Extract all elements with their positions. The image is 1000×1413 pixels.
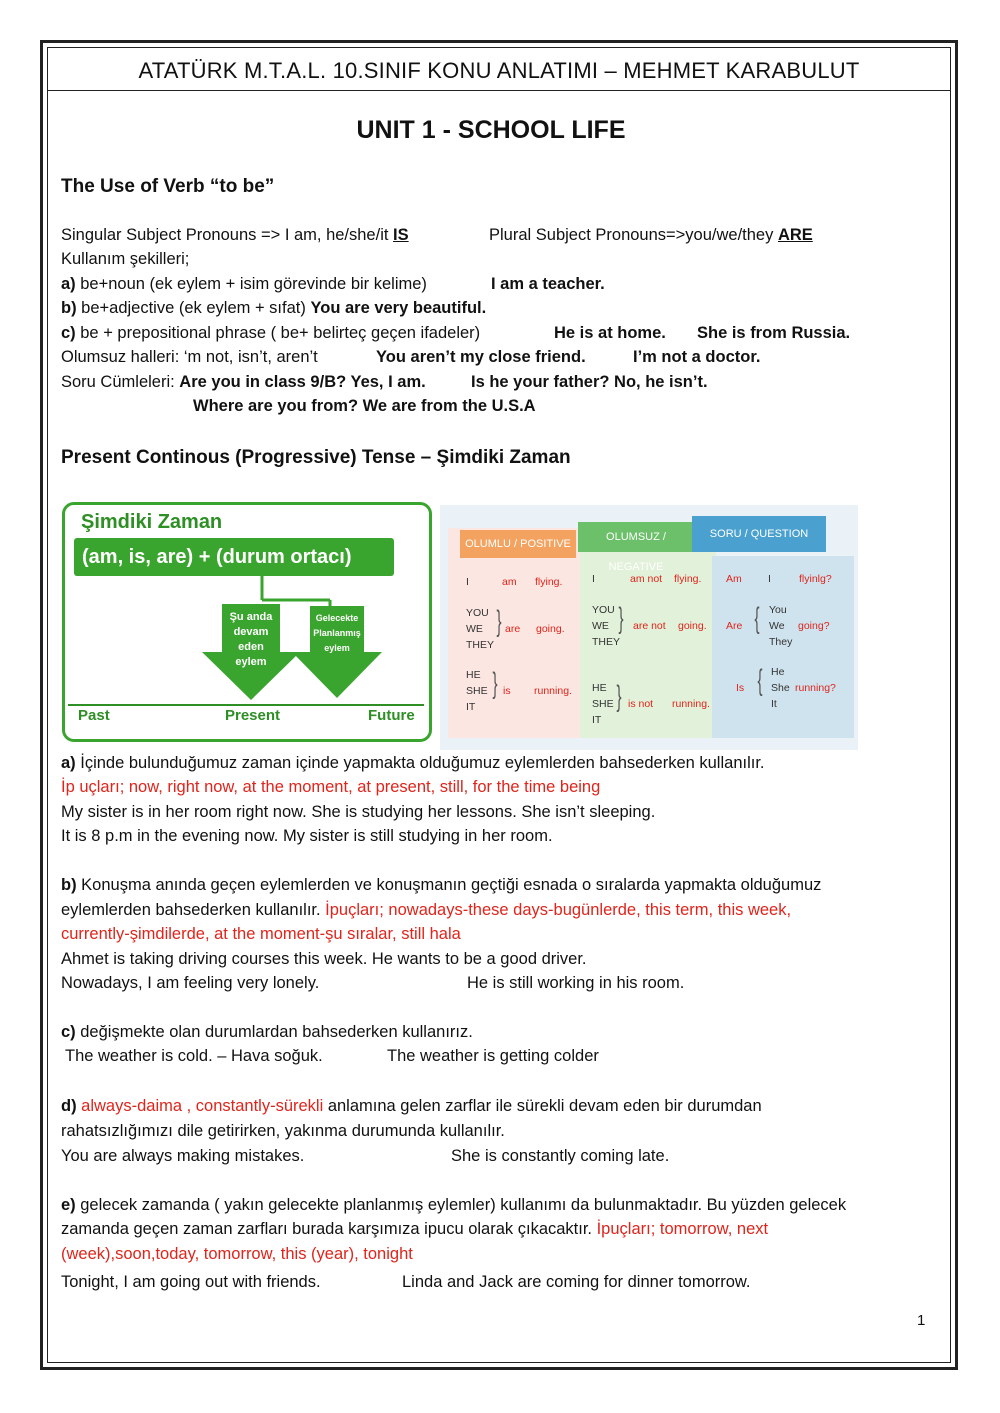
pos-r2-ing: going.: [536, 623, 565, 635]
brace-icon: }: [616, 680, 622, 713]
q-r2-they: They: [769, 636, 793, 648]
question-label: Soru Cümleleri:: [61, 373, 180, 391]
neg-r3-he: HE: [592, 682, 607, 694]
use-e-line1: [61, 1194, 846, 1216]
use-a-example1: My sister is in her room right now. She is studying her lessons. She isn’t sleeping.: [61, 803, 656, 821]
q-r3-it: It: [771, 698, 777, 710]
use-e-label: e): [61, 1196, 76, 1214]
use-e-example-a: Tonight, I am going out with friends.: [61, 1273, 321, 1291]
question-header: SORU / QUESTION: [692, 516, 826, 552]
usage-intro: Kullanım şekilleri;: [61, 250, 190, 268]
pos-r1-subject: I: [466, 576, 469, 588]
question-forms: [61, 371, 426, 393]
plural-pronouns-line: [489, 224, 813, 246]
subject-pronouns-line: [61, 224, 409, 246]
neg-r2-they: THEY: [592, 636, 621, 648]
neg-r2-verb: are not: [633, 620, 666, 632]
neg-r2-ing: going.: [678, 620, 707, 632]
use-c: [61, 1021, 473, 1043]
q-r2-verb: Are: [726, 620, 743, 632]
use-d-text1: anlamına gelen zarflar ile sürekli devam eden bir durumdan: [323, 1097, 762, 1115]
neg-r3-it: IT: [592, 714, 602, 726]
section-heading-present-continuous: Present Continous (Progressive) Tense – Şimdiki Zaman: [61, 447, 571, 468]
use-d-label: d): [61, 1097, 77, 1115]
negative-forms: Olumsuz halleri: ‘m not, isn’t, aren’t: [61, 348, 318, 366]
use-e-tips1: İpuçları; tomorrow, next: [596, 1220, 769, 1238]
page-number: 1: [917, 1312, 926, 1329]
usage-c-example2: She is from Russia.: [697, 324, 851, 342]
use-e-text1: gelecek zamanda ( yakın gelecekte planlanmış eylemler) kullanımı da bulunmaktadır. Bu yüzden gelecek: [75, 1196, 847, 1214]
use-c-example-b: The weather is getting colder: [387, 1047, 599, 1065]
use-b-example2b: He is still working in his room.: [467, 974, 685, 992]
usage-c-text: be + prepositional phrase ( be+ belirteç geçen ifadeler): [75, 324, 481, 342]
q-r2-we: We: [769, 620, 785, 632]
use-e-example-b: Linda and Jack are coming for dinner tomorrow.: [402, 1273, 751, 1291]
arrow2-text-1: Gelecekte: [315, 613, 359, 623]
q-r3-he: He: [771, 666, 785, 678]
q-r1-subject: I: [768, 573, 771, 585]
negative-example1: You aren’t my close friend.: [376, 348, 586, 366]
brace-icon: {: [757, 664, 763, 697]
neg-r2-we: WE: [592, 620, 609, 632]
usage-b: [61, 297, 486, 319]
timeline-past: Past: [78, 707, 110, 724]
q-r3-ing: running?: [795, 682, 836, 694]
use-d-example-a: You are always making mistakes.: [61, 1147, 305, 1165]
use-c-label: c): [61, 1023, 76, 1041]
use-d-line1: [61, 1095, 762, 1117]
use-b-tips2: currently-şimdilerde, at the moment-şu sıralar, still hala: [61, 925, 461, 943]
plural-text: Plural Subject Pronouns=>you/we/they: [489, 226, 778, 244]
neg-r1-verb: am not: [630, 573, 663, 585]
q-r3-she: She: [771, 682, 790, 694]
pos-r2-you: YOU: [466, 607, 489, 619]
negative-header: OLUMSUZ / NEGATIVE: [578, 522, 694, 552]
brace-icon: {: [754, 602, 760, 635]
use-a-label: a): [61, 754, 76, 772]
q-r2-ing: going?: [798, 620, 830, 632]
positive-header: OLUMLU / POSITIVE: [460, 530, 576, 558]
use-b-example2a: Nowadays, I am feeling very lonely.: [61, 974, 320, 992]
brace-icon: }: [496, 605, 502, 638]
use-b-example1: Ahmet is taking driving courses this week. He wants to be a good driver.: [61, 950, 587, 968]
usage-a: [61, 273, 427, 295]
use-b-tips1: İpuçları; nowadays-these days-bugünlerde, this term, this week,: [325, 901, 792, 919]
neg-r3-she: SHE: [592, 698, 614, 710]
usage-a-example: I am a teacher.: [491, 275, 605, 293]
neg-r1-subject: I: [592, 573, 595, 585]
pos-r2-verb: are: [505, 623, 521, 635]
use-c-example-a: The weather is cold. – Hava soğuk.: [65, 1047, 323, 1065]
usage-c: [61, 322, 480, 344]
neg-r2-you: YOU: [592, 604, 615, 616]
neg-r1-ing: flying.: [674, 573, 702, 585]
use-a-tips: İp uçları; now, right now, at the moment, at present, still, for the time being: [61, 778, 601, 796]
pos-r2-they: THEY: [466, 639, 495, 651]
arrow1-text-3: eden: [238, 641, 264, 653]
diagram-formula: (am, is, are) + (durum ortacı): [74, 538, 394, 576]
arrow2-text-2: Planlanmış: [313, 628, 361, 638]
usage-a-text: be+noun (ek eylem + isim görevinde bir kelime): [75, 275, 427, 293]
use-e-text2: zamanda geçen zaman zarfları burada karşımıza ipucu olarak çıkacaktır.: [61, 1220, 597, 1238]
neg-r3-ing: running.: [672, 698, 710, 710]
use-e-tips2: (week),soon,today, tomorrow, this (year), tonight: [61, 1245, 413, 1263]
pos-r2-we: WE: [466, 623, 483, 635]
usage-a-label: a): [61, 275, 76, 293]
brace-icon: }: [618, 602, 624, 635]
neg-r3-verb: is not: [628, 698, 654, 710]
pos-r1-ing: flying.: [535, 576, 563, 588]
timeline-line: [68, 704, 424, 706]
use-b-text2: eylemlerden bahsederken kullanılır.: [61, 901, 326, 919]
use-d-example-b: She is constantly coming late.: [451, 1147, 670, 1165]
use-a-text: İçinde bulunduğumuz zaman içinde yapmakta olduğumuz eylemlerden bahsederken kullanılır.: [75, 754, 765, 772]
usage-b-example: You are very beautiful.: [310, 299, 487, 317]
q-r1-ing: flyinlg?: [799, 573, 832, 585]
q-r1-verb: Am: [726, 573, 742, 585]
diagram-arrows: [62, 502, 432, 742]
use-a: [61, 752, 765, 774]
pos-r3-it: IT: [466, 701, 476, 713]
use-b-line2: [61, 899, 791, 921]
arrow2-text-3: eylem: [324, 643, 350, 653]
pos-r3-ing: running.: [534, 685, 572, 697]
brace-icon: }: [492, 667, 498, 700]
arrow1-text-1: Şu anda: [229, 611, 273, 623]
singular-is: IS: [393, 226, 409, 244]
use-d-red: always-daima , constantly-sürekli: [76, 1097, 324, 1115]
usage-b-label: b): [61, 299, 77, 317]
question-example1: Are you in class 9/B? Yes, I am.: [179, 373, 426, 391]
page-title: UNIT 1 - SCHOOL LIFE: [356, 116, 626, 144]
use-a-example2: It is 8 p.m in the evening now. My sister is still studying in her room.: [61, 827, 553, 845]
timeline-present: Present: [225, 707, 281, 724]
arrow1-text-4: eylem: [235, 656, 267, 668]
timeline-future: Future: [368, 707, 415, 724]
diagram-title: Şimdiki Zaman: [81, 511, 223, 533]
use-e-line2: [61, 1218, 768, 1240]
q-r2-you: You: [769, 604, 787, 616]
negative-example2: I’m not a doctor.: [633, 348, 761, 366]
section-heading-to-be: The Use of Verb “to be”: [61, 176, 275, 197]
page-header: ATATÜRK M.T.A.L. 10.SINIF KONU ANLATIMI – MEHMET KARABULUT: [138, 58, 860, 83]
use-b-text1: Konuşma anında geçen eylemlerden ve konuşmanın geçtiği esnada o sıralarda yapmakta olduğumuz: [76, 876, 822, 894]
pos-r3-she: SHE: [466, 685, 488, 697]
use-d-line2: rahatsızlığımızı dile getirirken, yakınma durumunda kullanılır.: [61, 1122, 505, 1140]
use-c-text: değişmekte olan durumlardan bahsederken kullanırız.: [75, 1023, 473, 1041]
arrow1-text-2: devam: [233, 626, 269, 638]
q-r3-verb: Is: [736, 682, 745, 694]
question-example2: Is he your father? No, he isn’t.: [471, 373, 708, 391]
singular-text: Singular Subject Pronouns => I am, he/she/it: [61, 226, 394, 244]
pos-r3-verb: is: [503, 685, 511, 697]
usage-c-example1: He is at home.: [554, 324, 666, 342]
plural-are: ARE: [777, 226, 813, 244]
pos-r1-verb: am: [502, 576, 517, 588]
use-b-line1: [61, 874, 821, 896]
usage-b-text: be+adjective (ek eylem + sıfat): [76, 299, 311, 317]
usage-c-label: c): [61, 324, 76, 342]
header-divider: [47, 90, 951, 91]
question-example3: Where are you from? We are from the U.S.A: [193, 397, 536, 415]
use-b-label: b): [61, 876, 77, 894]
pos-r3-he: HE: [466, 669, 481, 681]
